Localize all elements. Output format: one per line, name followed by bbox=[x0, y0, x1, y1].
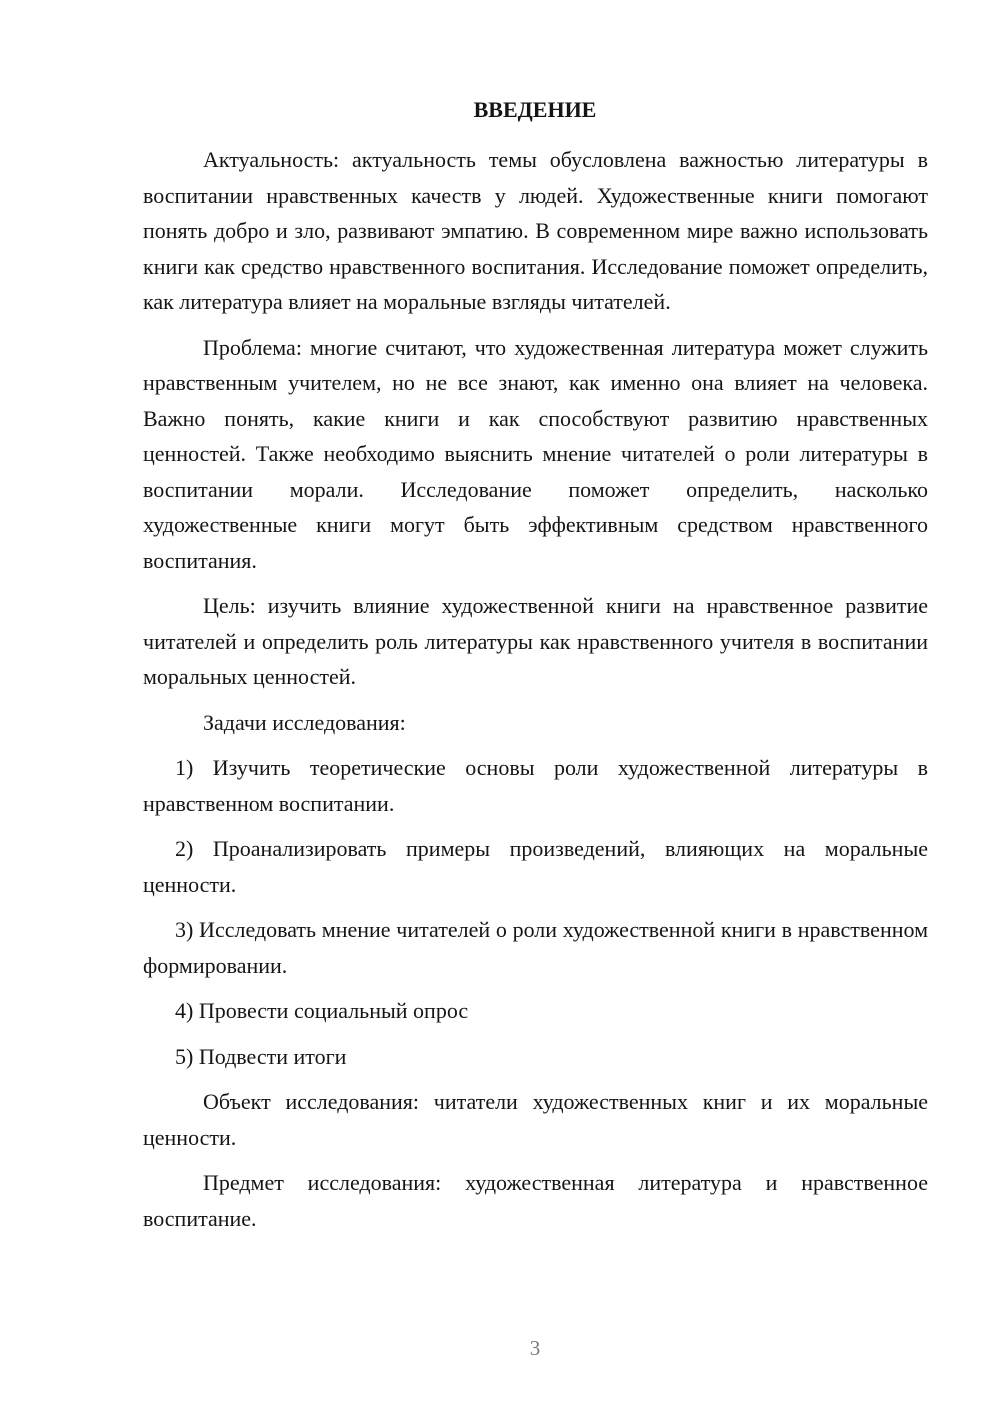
page-number: 3 bbox=[529, 1336, 541, 1360]
task-item-3: 3) Исследовать мнение читателей о роли художественной книги в нравственном формировании. bbox=[143, 917, 928, 978]
goal-paragraph: Цель: изучить влияние художественной книги на нравственное развитие читателей и определить роль литературы как нравственного учителя в воспитании моральных ценностей. bbox=[143, 593, 928, 689]
task-item-1: 1) Изучить теоретические основы роли художественной литературы в нравственном воспитании. bbox=[143, 755, 928, 816]
document-body bbox=[143, 142, 928, 1246]
object-paragraph: Объект исследования: читатели художественных книг и их моральные ценности. bbox=[143, 1089, 928, 1150]
relevance-paragraph: Актуальность: актуальность темы обусловлена важностью литературы в воспитании нравственных качеств у людей. Художественные книги помогают понять добро и зло, развивают эмпатию. В современном мире важно использовать книги как средство нравственного воспитания. Исследование поможет определить, как литература влияет на моральные взгляды читателей. bbox=[143, 147, 928, 314]
tasks-heading: Задачи исследования: bbox=[203, 709, 406, 735]
subject-paragraph: Предмет исследования: художественная литература и нравственное воспитание. bbox=[143, 1170, 928, 1231]
task-item-2: 2) Проанализировать примеры произведений, влияющих на моральные ценности. bbox=[143, 836, 928, 897]
task-item-5: 5) Подвести итоги bbox=[175, 1043, 347, 1069]
section-title: ВВЕДЕНИЕ bbox=[473, 97, 597, 122]
task-item-4: 4) Провести социальный опрос bbox=[175, 998, 469, 1023]
problem-paragraph: Проблема: многие считают, что художественная литература может служить нравственным учителем, но не все знают, как именно она влияет на человека. Важно понять, какие книги и как способствуют развитию нравственных ценностей. Также необходимо выяснить мнение читателей о роли литературы в воспитании морали. Исследование поможет определить, насколько художественные книги могут быть эффективным средством нравственного воспитания. bbox=[143, 334, 928, 573]
